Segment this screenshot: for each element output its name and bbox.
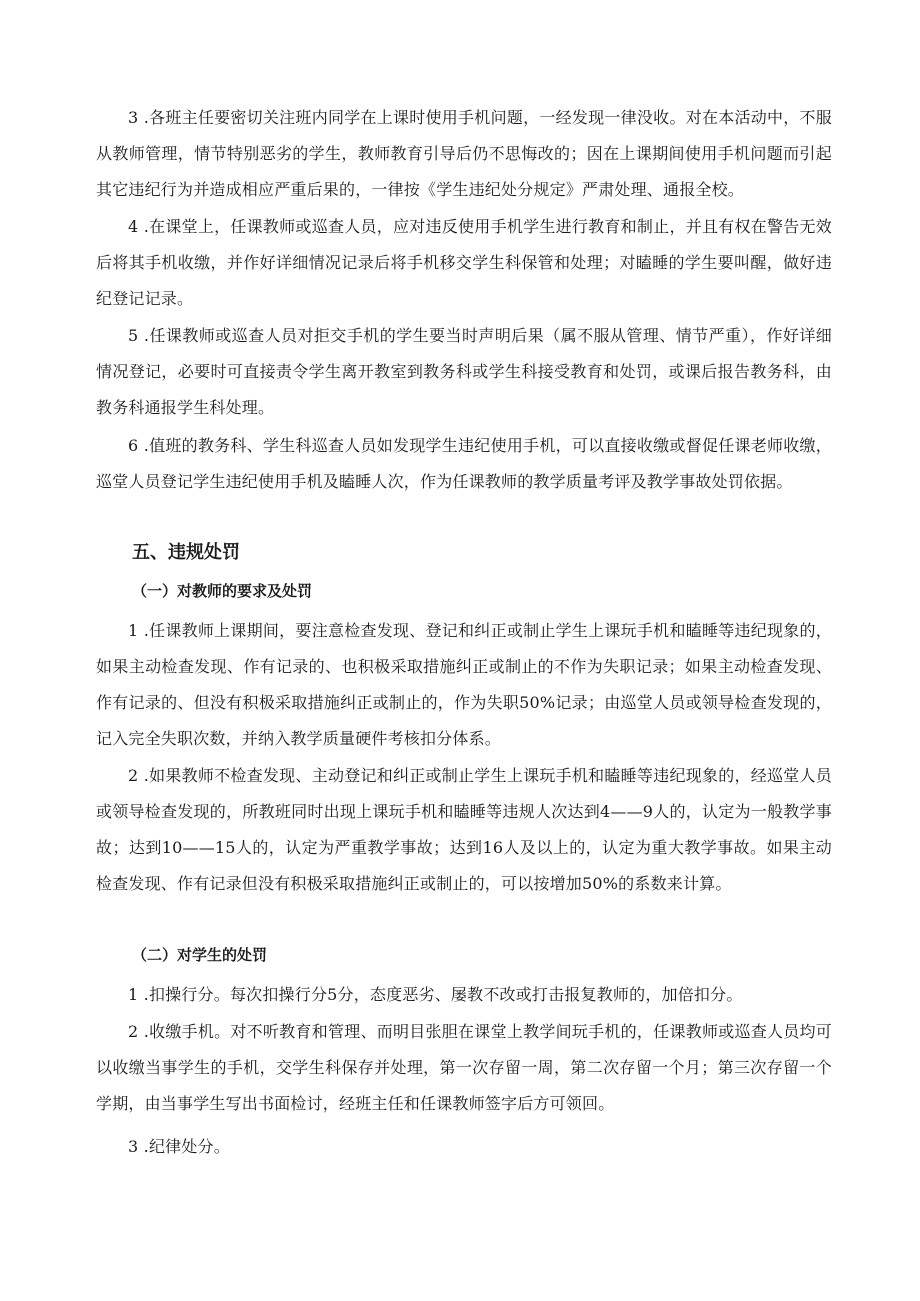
paragraph-teacher-item-1: 1 .任课教师上课期间，要注意检查发现、登记和纠正或制止学生上课玩手机和瞌睡等违纪现象的，如果主动检查发现、作有记录的、也积极采取措施纠正或制止的不作为失职记录；如果主动检查发现、作有记录的、但没有积极采取措施纠正或制止的，作为失职50%记录；由巡堂人员或领导检查发现的，记入完全失职次数，并纳入教学质量硬件考核扣分体系。 <box>96 621 832 748</box>
subheading-student-penalties: （二）对学生的处罚 <box>132 946 268 964</box>
paragraph-patrol-rule: 6 .值班的教务科、学生科巡查人员如发现学生违纪使用手机，可以直接收缴或督促任课老师收缴，巡堂人员登记学生违纪使用手机及瞌睡人次，作为任课教师的教学质量考评及教学事故处罚依据。 <box>96 436 832 491</box>
paragraph-class-teacher-rule: 3 .各班主任要密切关注班内同学在上课时使用手机问题，一经发现一律没收。对在本活动中，不服从教师管理，情节特别恶劣的学生，教师教育引导后仍不思悔改的；因在上课期间使用手机问题而引起其它违纪行为并造成相应严重后果的，一律按《学生违纪处分规定》严肃处理、通报全校。 <box>96 108 832 199</box>
paragraph-student-item-3: 3 .纪律处分。 <box>128 1137 230 1156</box>
subheading-teacher-penalties: （一）对教师的要求及处罚 <box>132 582 313 600</box>
section-heading-penalties: 五、违规处罚 <box>132 542 240 563</box>
paragraph-student-item-2: 2 .收缴手机。对不听教育和管理、而明目张胆在课堂上教学间玩手机的，任课教师或巡查人员均可以收缴当事学生的手机，交学生科保存并处理，第一次存留一周，第二次存留一个月；第三次存留一个学期，由当事学生写出书面检讨，经班主任和任课教师签字后方可领回。 <box>96 1022 832 1113</box>
paragraph-classroom-rule: 4 .在课堂上，任课教师或巡查人员，应对违反使用手机学生进行教育和制止，并且有权在警告无效后将其手机收缴，并作好详细情况记录后将手机移交学生科保管和处理；对瞌睡的学生要叫醒，做好违纪登记记录。 <box>96 217 832 308</box>
paragraph-student-item-1: 1 .扣操行分。每次扣操行分5分，态度恶劣、屡教不改或打击报复教师的，加倍扣分。 <box>128 985 743 1004</box>
paragraph-refusal-rule: 5 .任课教师或巡查人员对拒交手机的学生要当时声明后果（属不服从管理、情节严重），作好详细情况登记，必要时可直接责令学生离开教室到教务科或学生科接受教育和处罚，或课后报告教务科，由教务科通报学生科处理。 <box>96 326 832 417</box>
paragraph-teacher-item-2: 2 .如果教师不检查发现、主动登记和纠正或制止学生上课玩手机和瞌睡等违纪现象的，经巡堂人员或领导检查发现的，所教班同时出现上课玩手机和瞌睡等违规人次达到4——9人的，认定为一般教学事故；达到10——15人的，认定为严重教学事故；达到16人及以上的，认定为重大教学事故。如果主动检查发现、作有记录但没有积极采取措施纠正或制止的，可以按增加50%的系数来计算。 <box>96 766 832 893</box>
